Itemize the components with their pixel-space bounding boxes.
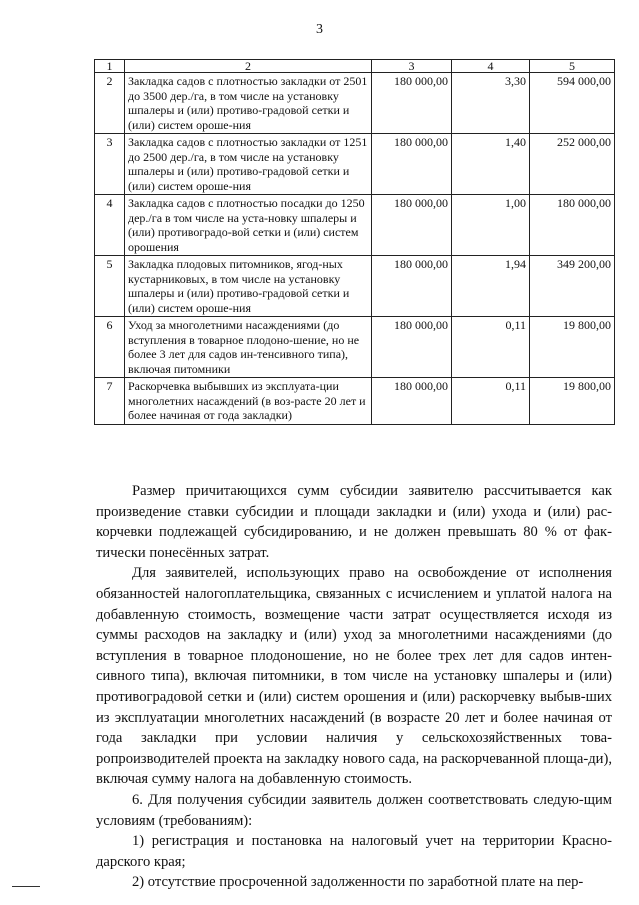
column-header: 2 [125, 60, 372, 73]
page-number: 3 [316, 22, 323, 37]
paragraph-vat-exemption: Для заявителей, использующих право на освобождение от исполнения обязанностей налогоплательщика, связанных с исчислением и уплатой налога на добавленную стоимость, возмещение части затрат осуществляется исходя из суммы расходов на закладку и (или) уход за многолетними насаждениями (до вступления в товарное плодоношение, но не более трех лет для садов интен-сивного типа), включая питомники, в том числе на установку шпалеры и (или) противоградовой сетки и (или) систем орошения и (или) раскорчевку выбыв-ших из эксплуатации многолетних насаждений (в возрасте 20 лет и более начиная от года закладки при условии наличия у сельскохозяйственных това-ропроизводителей проекта на закладку нового сада, на раскорчеванной площа-ди), включая сумму налога на добавленную стоимость. [96, 565, 612, 788]
row-sum: 19 800,00 [530, 317, 615, 378]
paragraph-subsidy-calculation: Размер причитающихся сумм субсидии заявителю рассчитывается как произведение ставки субсидии и площади закладки и (или) ухода и (или) рас-корчевки подлежащей субсидированию, и не должен превышать 80 % от фак-тически понесённых затрат. [96, 483, 612, 561]
table-row [95, 73, 615, 134]
paragraph-condition-2: 2) отсутствие просроченной задолженности по заработной плате на пер- [132, 874, 584, 891]
row-number: 5 [95, 256, 125, 317]
row-rate: 180 000,00 [372, 256, 452, 317]
table-row [95, 317, 615, 378]
row-rate: 180 000,00 [372, 317, 452, 378]
row-description: Закладка плодовых питомников, ягод-ных кустарниковых, в том числе на установку шпалеры и (или) противо-градовой сетки и (или) систем ороше-ния [125, 256, 372, 317]
column-header: 3 [372, 60, 452, 73]
row-description: Раскорчевка выбывших из эксплуата-ции многолетних насаждений (в воз-расте 20 лет и более начиная от года закладки) [125, 378, 372, 425]
table-row [95, 195, 615, 256]
row-area: 0,11 [452, 317, 530, 378]
row-number: 2 [95, 73, 125, 134]
row-rate: 180 000,00 [372, 195, 452, 256]
footnote-divider [12, 886, 40, 887]
row-sum: 252 000,00 [530, 134, 615, 195]
row-sum: 180 000,00 [530, 195, 615, 256]
row-rate: 180 000,00 [372, 378, 452, 425]
paragraph-conditions-heading: 6. Для получения субсидии заявитель должен соответствовать следую-щим условиям (требованиям): [96, 791, 612, 829]
row-sum: 594 000,00 [530, 73, 615, 134]
paragraph-condition-1: 1) регистрация и постановка на налоговый учет на территории Красно-дарского края; [96, 833, 612, 870]
row-area: 1,94 [452, 256, 530, 317]
subsidy-rate-table [94, 59, 615, 425]
row-rate: 180 000,00 [372, 134, 452, 195]
table-row [95, 256, 615, 317]
row-number: 6 [95, 317, 125, 378]
row-number: 3 [95, 134, 125, 195]
table-row [95, 134, 615, 195]
row-area: 0,11 [452, 378, 530, 425]
row-description: Уход за многолетними насаждениями (до вступления в товарное плодоно-шение, но не более 3 лет для садов ин-тенсивного типа), включая питомники [125, 317, 372, 378]
table-header-row [95, 60, 615, 73]
row-sum: 349 200,00 [530, 256, 615, 317]
column-header: 5 [530, 60, 615, 73]
row-description: Закладка садов с плотностью посадки до 1250 дер./га в том числе на уста-новку шпалеры и (или) противоградо-вой сетки и (или) систем орошения [125, 195, 372, 256]
row-area: 1,40 [452, 134, 530, 195]
row-area: 1,00 [452, 195, 530, 256]
row-rate: 180 000,00 [372, 73, 452, 134]
column-header: 4 [452, 60, 530, 73]
row-number: 7 [95, 378, 125, 425]
row-description: Закладка садов с плотностью закладки от 1251 до 2500 дер./га, в том числе на установку шпалеры и (или) противо-градовой сетки и (или) систем ороше-ния [125, 134, 372, 195]
document-body [96, 481, 612, 893]
row-sum: 19 800,00 [530, 378, 615, 425]
column-header: 1 [95, 60, 125, 73]
row-area: 3,30 [452, 73, 530, 134]
table-row [95, 378, 615, 425]
row-number: 4 [95, 195, 125, 256]
row-description: Закладка садов с плотностью закладки от 2501 до 3500 дер./га, в том числе на установку шпалеры и (или) противо-градовой сетки и (или) систем ороше-ния [125, 73, 372, 134]
